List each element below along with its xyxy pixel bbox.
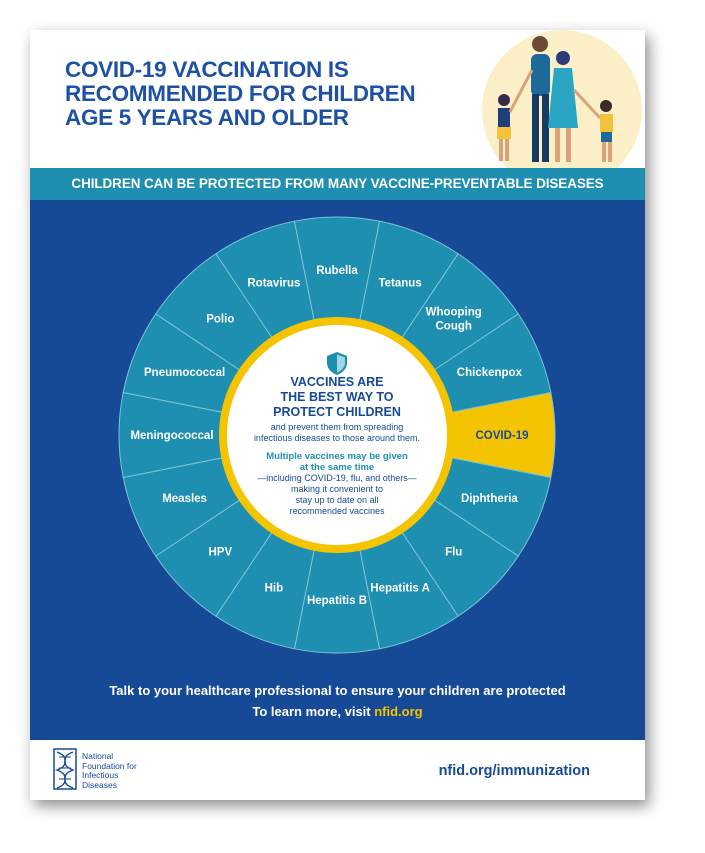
center-heading-line: THE BEST WAY TO — [280, 390, 394, 404]
disease-label-line: Diphtheria — [460, 493, 518, 506]
disease-label — [461, 493, 518, 505]
header — [30, 30, 645, 168]
disease-label-line: Flu — [445, 546, 463, 559]
disease-label-line: Hepatitis A — [370, 582, 430, 595]
disease-label-line: Rubella — [316, 265, 358, 277]
org-name — [82, 752, 182, 790]
disease-label-line: Cough — [435, 320, 472, 333]
center-subtext — [227, 422, 447, 444]
disease-label-line: Measles — [162, 493, 207, 506]
footer-url-link[interactable]: nfid.org/immunization — [438, 763, 590, 779]
disease-label — [307, 595, 367, 607]
disease-label — [457, 367, 523, 379]
center-subtext-line: and prevent them from spreading — [270, 422, 404, 432]
poster-title — [65, 58, 465, 130]
disease-label-line: Tetanus — [378, 277, 422, 290]
subtitle-band: CHILDREN CAN BE PROTECTED FROM MANY VACCINE-PREVENTABLE DISEASES — [30, 168, 645, 200]
disease-label-line: Meningococcal — [130, 430, 214, 442]
disease-label — [265, 582, 284, 594]
poster — [30, 30, 645, 800]
disease-label — [445, 547, 462, 559]
disease-label — [206, 313, 234, 325]
center-heading-line: VACCINES ARE — [290, 375, 384, 389]
disease-label — [247, 278, 300, 290]
center-highlight-line: at the same time — [299, 462, 375, 473]
disease-label — [475, 430, 528, 442]
disease-label — [316, 265, 358, 277]
disease-label — [130, 430, 213, 442]
disease-label-line: Polio — [206, 313, 235, 326]
disease-label-line: Hib — [264, 582, 284, 595]
org-name-line: Foundation for — [82, 760, 137, 771]
disease-label — [208, 547, 232, 559]
cta-prefix: To learn more, visit — [252, 704, 375, 719]
main-panel — [30, 200, 645, 740]
center-detail-line: recommended vaccines — [289, 506, 385, 516]
call-to-action — [30, 680, 645, 722]
disease-label-line: Whooping — [425, 306, 482, 319]
center-detail-line: making it convenient to — [290, 484, 384, 494]
org-name-line: National — [82, 751, 114, 761]
disease-label-line: HPV — [208, 546, 233, 559]
center-detail-line: stay up to date on all — [295, 495, 379, 505]
nfid-link[interactable]: nfid.org — [374, 704, 423, 719]
center-highlight — [227, 451, 447, 473]
disease-label-line: Pneumococcal — [144, 366, 226, 379]
disease-label-line: Hepatitis B — [306, 595, 368, 607]
cta-line-2 — [30, 701, 645, 722]
disease-label-line: Rotavirus — [247, 277, 301, 290]
center-heading-line: PROTECT CHILDREN — [273, 405, 401, 419]
center-subtext-line: infectious diseases to those around them. — [253, 433, 421, 443]
center-detail — [227, 473, 447, 517]
disease-label-line: Chickenpox — [456, 366, 522, 379]
family-illustration — [470, 30, 645, 168]
disease-label-line: COVID-19 — [475, 430, 529, 442]
disease-label — [378, 278, 421, 290]
disease-label — [144, 367, 225, 379]
title-line: COVID-19 VACCINATION IS — [65, 57, 349, 82]
cta-line: Talk to your healthcare professional to ensure your children are protected — [109, 683, 566, 698]
disease-label — [162, 493, 207, 505]
center-detail-line: —including COVID-19, flu, and others— — [257, 473, 417, 483]
footer — [30, 740, 645, 800]
nfid-logo — [53, 748, 79, 792]
title-line: RECOMMENDED FOR CHILDREN — [65, 81, 416, 106]
org-name-line: Infectious — [82, 770, 119, 780]
title-line: AGE 5 YEARS AND OLDER — [65, 105, 349, 130]
center-message — [227, 375, 447, 517]
center-highlight-line: Multiple vaccines may be given — [266, 451, 408, 462]
disease-label — [370, 582, 430, 594]
org-name-line: Diseases — [82, 779, 117, 790]
